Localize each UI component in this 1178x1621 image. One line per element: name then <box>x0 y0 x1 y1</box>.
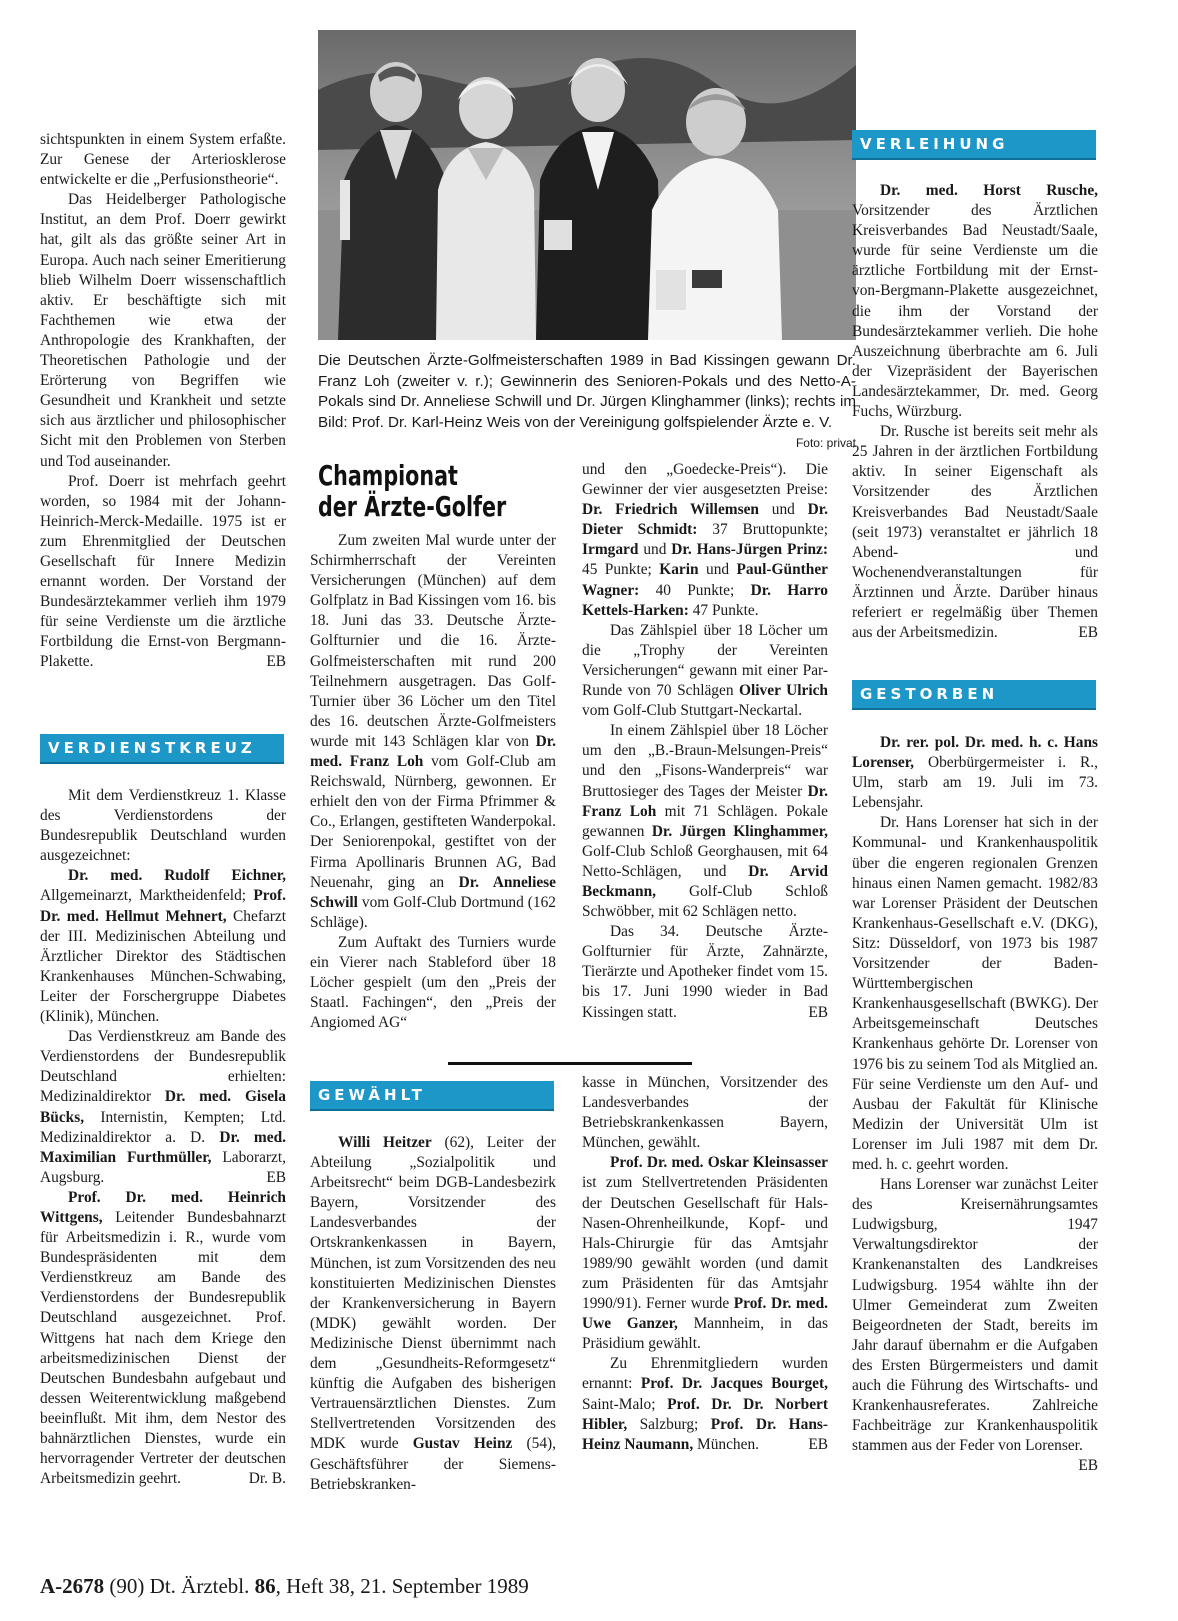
paragraph: Das Zählspiel über 18 Löcher um die „Trophy der Vereinten Versicherungen“ gewann mit einer Par-Runde von 70 Schlägen Oliver Ulrich vom Golf-Club Stuttgart-Neckartal. <box>582 621 828 720</box>
photo-caption: Die Deutschen Ärzte-Golfmeisterschaften 1989 in Bad Kissingen gewann Dr. Franz Loh (zweiter v. r.); Gewinnerin des Senioren-Pokals und des Netto-A-Pokals sind Dr. Anneliese Schwill und Dr. Jürgen Klinghammer (links); rechts im Bild: Prof. Dr. Karl-Heinz Weis von der Vereinigung golfspielender Ärzte e. V. Foto: privat <box>318 351 856 454</box>
section-header-verdienstkreuz: VERDIENSTKREUZ <box>40 734 284 764</box>
paragraph: kasse in München, Vorsitzender des Landesverbandes der Betriebskrankenkassen Bayern, München, gewählt. <box>582 1074 828 1152</box>
paragraph: In einem Zählspiel über 18 Löcher um den „B.-Braun-Melsungen-Preis“ und den „Fisons-Wanderpreis“ war Bruttosieger des Tages der Meister Dr. Franz Loh mit 71 Schlägen. Pokale gewannen Dr. Jürgen Klinghammer, Golf-Club Schloß Georghausen, mit 64 Netto-Schlägen, und Dr. Arvid Beckmann, Golf-Club Schloß Schwöbber, mit 62 Schlägen netto. <box>582 722 828 921</box>
column-1-intro <box>40 130 286 673</box>
paragraph: Dr. med. Horst Rusche, Vorsitzender des Ärztlichen Kreisverbandes Bad Neustadt/Saale, wurde für seine Verdienste um die ärztliche Fortbildung mit der Ernst-von-Bergmann-Plakette ausgezeichnet, die ihm der Vorstand der Bundesärztekammer verlieh. Die hohe Auszeichnung überbrachte am 6. Juli der Vizepräsident der Bayerischen Landesärztekammer, Dr. med. Georg Fuchs, Würzburg. <box>852 182 1098 421</box>
signature: EB <box>808 1435 828 1453</box>
paragraph: Zum zweiten Mal wurde unter der Schirmherrschaft der Vereinten Versicherungen (München) auf dem Golfplatz in Bad Kissingen vom 16. bis 18. Juni das 33. Deutsche Ärzte-Golfturnier und die 16. Ärzte-Golfmeisterschaften mit rund 200 Teilnehmern ausgetragen. Das Golf-Turnier über 36 Löcher um den Titel des 16. deutschen Ärzte-Golfmeisters wurde mit 143 Schlägen klar von Dr. med. Franz Loh vom Golf-Club am Reichswald, Nürnberg, gewonnen. Er erhielt den von der Firma Pfrimmer & Co., Erlangen, gestifteten Wanderpokal. Der Seniorenpokal, gestiftet von der Firma Apollinaris Brunnen AG, Bad Neuenahr, ging an Dr. Anneliese Schwill vom Golf-Club Dortmund (162 Schläge). <box>310 532 557 931</box>
paragraph: Dr. Hans Lorenser hat sich in der Kommunal- und Krankenhauspolitik über die engeren regionalen Grenzen hinaus einen Namen gemacht. 1982/83 war Lorenser Präsident der Deutschen Krankenhaus-Gesellschaft e.V. (DKG), Sitz: Düsseldorf, von 1973 bis 1987 Vorsitzender der Baden-Württembergischen Krankenhausgesellschaft (BWKG). Der Arbeitsgemeinschaft Deutsches Krankenhaus gehörte Dr. Lorenser von 1976 bis zu seinem Tod als Mitglied an. Für seine Verdienste um den Auf- und Ausbau der Fakultät für Klinische Medizin der Universität Ulm ist Lorenser im Juli 1987 mit dem Dr. med. h. c. geehrt worden. <box>852 814 1098 1173</box>
paragraph: Prof. Doerr ist mehrfach geehrt worden, so 1984 mit der Johann-Heinrich-Merck-Medaille. 1975 ist er zum Ehrenmitglied der Deutschen Gesellschaft für Innere Medizin ernannt worden. Der Vorstand der Bundesärztekammer verlieh ihm 1979 für seine Verdienste um die ärztliche Fortbildung die Ernst-von Bergmann-Plakette. EB <box>40 472 286 673</box>
page-number: A-2678 <box>40 1574 105 1598</box>
photo-credit: Foto: privat <box>795 436 856 450</box>
golf-column-1 <box>310 531 556 1033</box>
paragraph: und den „Goedecke-Preis“). Die Gewinner der vier ausgesetzten Preise: Dr. Friedrich Willemsen und Dr. Dieter Schmidt: 37 Bruttopunkte; Irmgard und Dr. Hans-Jürgen Prinz: 45 Punkte; Karin und Paul-Günther Wagner: 40 Punkte; Dr. Harro Kettels-Harken: 47 Punkte. <box>582 461 829 619</box>
paragraph: Das Verdienstkreuz am Bande des Verdienstordens der Bundesrepublik Deutschland erhielten: Medizinaldirektor Dr. med. Gisela Bücks, Internistin, Kempten; Ltd. Medizinaldirektor a. D. Dr. med. Maximilian Furthmüller, Laborarzt, Augsburg. EB <box>40 1027 286 1188</box>
paragraph: Zum Auftakt des Turniers wurde ein Vierer nach Stableford über 18 Löcher gespielt (um den „Preis der Staatl. Fachingen“, den „Preis der Angiomed AG“ <box>310 933 556 1032</box>
paragraph: Prof. Dr. med. Oskar Kleinsasser ist zum Stellvertretenden Präsidenten der Deutschen Gesellschaft für Hals-Nasen-Ohrenheilkunde, Kopf- und Hals-Chirurgie für das Amtsjahr 1989/90 gewählt worden (und damit zum Präsidenten für das Amtsjahr 1990/91). Ferner wurde Prof. Dr. med. Uwe Ganzer, Mannheim, in das Präsidium gewählt. <box>582 1154 828 1353</box>
gestorben-text <box>852 733 1098 1476</box>
signature: EB <box>1078 1457 1098 1475</box>
gewaehlt-column-2 <box>582 1073 828 1455</box>
paragraph: Dr. rer. pol. Dr. med. h. c. Hans Lorenser, Oberbürgermeister i. R., Ulm, starb am 19. Juli im 73. Lebensjahr. <box>852 734 1098 812</box>
signature: EB <box>266 1168 286 1186</box>
paragraph: Das Heidelberger Pathologische Institut, an dem Prof. Doerr gewirkt hat, gilt als das größte seiner Art in Europa. Auch nach seiner Emeritierung blieb Wilhelm Doerr wissenschaftlich aktiv. Er beschäftigte sich mit Fachthemen wie etwa der Anthropologie des Krankhaften, der Theoretischen Pathologie und der Erörterung von Begriffen wie Gesundheit und Krankheit und setzte sich aus ärztlicher und philosophischer Sicht mit den Problemen von Sterben und Tod auseinander. <box>40 191 286 470</box>
section-header-verleihung: VERLEIHUNG <box>852 130 1096 160</box>
section-divider <box>448 1062 692 1065</box>
gewaehlt-column-1 <box>310 1133 556 1495</box>
section-header-gewaehlt: GEWÄHLT <box>310 1081 554 1111</box>
paragraph: Mit dem Verdienstkreuz 1. Klasse des Verdienstordens der Bundesrepublik Deutschland wurden ausgezeichnet: <box>40 787 286 865</box>
paragraph: Dr. med. Rudolf Eichner, Allgemeinarzt, Marktheidenfeld; Prof. Dr. med. Hellmut Mehnert, Chefarzt der III. Medizinischen Abteilung und Ärztlicher Direktor des Städtischen Krankenhauses München-Schwabing, Leiter der Forschergruppe Diabetes (Klinik), München. <box>40 867 287 1026</box>
paragraph: sichtspunkten in einem System erfaßte. Zur Genese der Arteriosklerose entwickelte er die „Perfusionstheorie“. <box>40 131 286 189</box>
paragraph: Dr. Rusche ist bereits seit mehr als 25 Jahren in der ärztlichen Fortbildung aktiv. In seiner Eigenschaft als Vorsitzender des Ärztlichen Kreisverbandes Bad Neustadt/Saale (seit 1973) veranstaltet er jährlich 18 Abend- und Wochenendveranstaltungen für Ärztinnen und Ärzte. Darüber hinaus referiert er regelmäßig über Themen aus der Arbeitsmedizin. EB <box>852 422 1098 643</box>
signature: EB <box>266 653 286 671</box>
verleihung-text <box>852 181 1098 643</box>
signature: Dr. B. <box>248 1470 286 1488</box>
signature: EB <box>1078 624 1098 642</box>
paragraph: Zu Ehrenmitgliedern wurden ernannt: Prof. Dr. Jacques Bourget, Saint-Malo; Prof. Dr. Dr. Norbert Hibler, Salzburg; Prof. Dr. Hans-Heinz Naumann, München. EB <box>582 1354 828 1454</box>
section-header-gestorben: GESTORBEN <box>852 680 1096 710</box>
golf-photo <box>318 30 856 340</box>
signature: EB <box>808 1003 828 1021</box>
article-headline: Championat der Ärzte-Golfer <box>318 459 507 523</box>
verdienstkreuz-text <box>40 786 286 1489</box>
paragraph: Hans Lorenser war zunächst Leiter des Kreisernährungsamtes Ludwigsburg, 1947 Verwaltungsdirektor der Krankenanstalten des Landkreises Ludwigsburg. 1954 wählte ihn der Ulmer Gemeinderat zum Zweiten Beigeordneten der Stadt, bereits im Jahr darauf übernahm er die Aufgaben des Ersten Bürgermeisters und damit auch die Führung des Wirtschafts- und Krankenhausreferates. Zahlreiche Fachbeiträge zur Krankenhauspolitik stammen aus der Feder von Lorenser. EB <box>852 1175 1098 1456</box>
golf-photo-image <box>318 30 856 340</box>
golf-column-2 <box>582 460 828 1023</box>
paragraph: Willi Heitzer (62), Leiter der Abteilung „Sozialpolitik und Arbeitsrecht“ beim DGB-Landesbezirk Bayern, Vorsitzender des Landesverbandes der Ortskrankenkassen in Bayern, München, ist zum Vorsitzenden des neu konstituierten Medizinischen Dienstes der Krankenversicherung in Bayern (MDK) gewählt worden. Der Medizinische Dienst übernimmt nach dem „Gesundheits-Reformgesetz“ künftig die Aufgaben des bisherigen Vertrauensärztlichen Dienstes. Zum Stellvertretenden Vorsitzenden des MDK wurde Gustav Heinz (54), Geschäftsführer der Siemens-Betriebskranken- <box>310 1134 557 1493</box>
page-footer: A-2678 (90) Dt. Ärztebl. 86, Heft 38, 21. September 1989 <box>40 1574 529 1598</box>
paragraph: Prof. Dr. med. Heinrich Wittgens, Leitender Bundesbahnarzt für Arbeitsmedizin i. R., wurde vom Bundespräsidenten mit dem Verdienstkreuz am Bande des Verdienstordens der Bundesrepublik Deutschland ausgezeichnet. Prof. Wittgens hat nach dem Kriege den arbeitsmedizinischen Dienst der Deutschen Bundesbahn aufgebaut und dessen Weiterentwicklung maßgebend beeinflußt. Mit ihm, dem Nestor des bahnärztlichen Dienstes, wurde ein hervorragender Vertreter der deutschen Arbeitsmedizin geehrt. Dr. B. <box>40 1188 286 1489</box>
paragraph: Das 34. Deutsche Ärzte-Golfturnier für Ärzte, Zahnärzte, Tierärzte und Apotheker findet vom 15. bis 17. Juni 1990 wieder in Bad Kissingen statt. EB <box>582 922 828 1022</box>
